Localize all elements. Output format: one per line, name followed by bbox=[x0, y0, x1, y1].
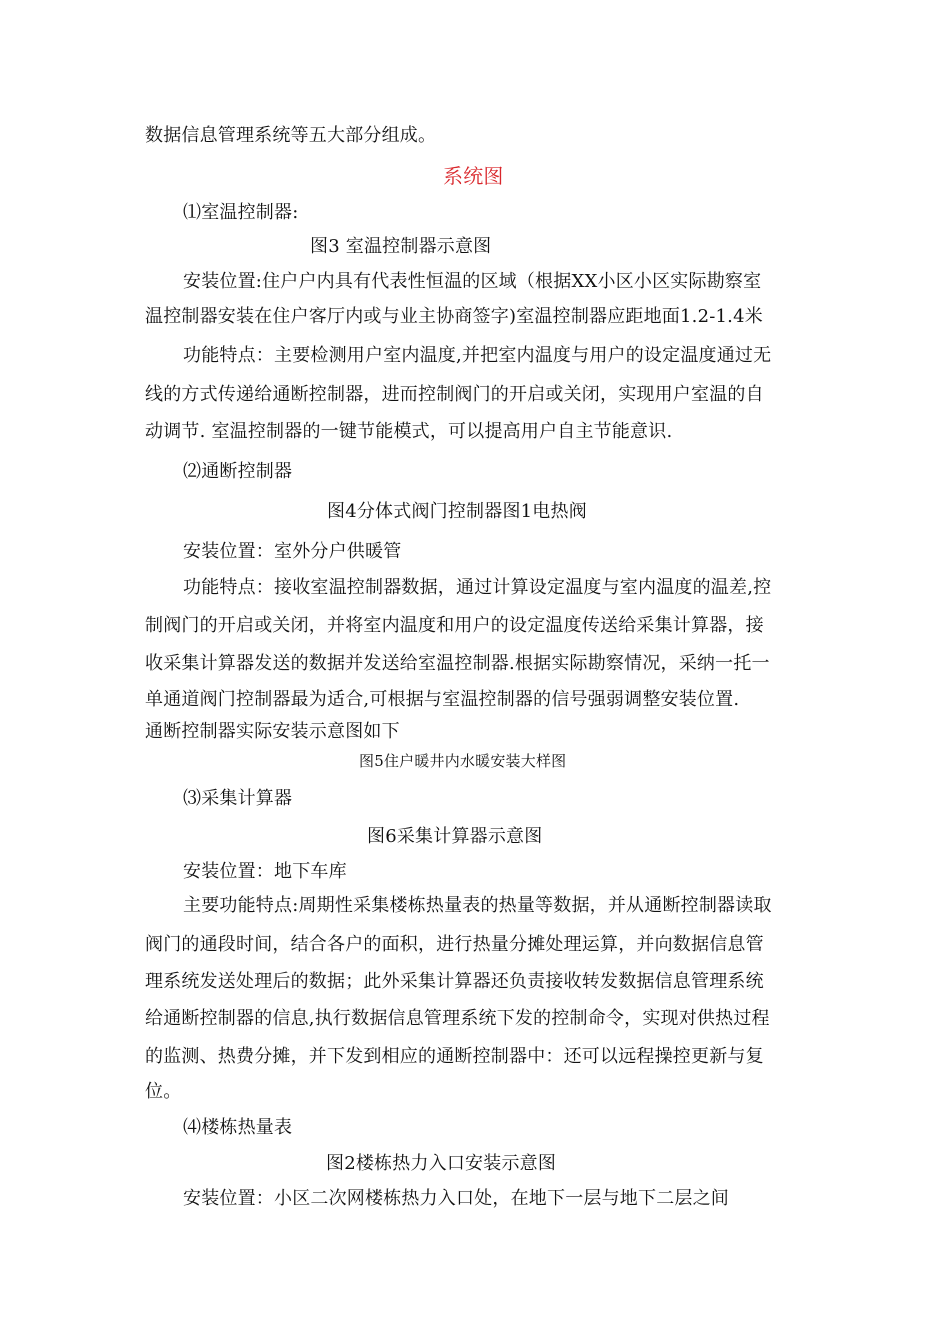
paragraph-line: 安装位置：室外分户供暖管 bbox=[183, 541, 402, 562]
paragraph-line: 阀门的通段时间，结合各户的面积，进行热量分摊处理运算，并向数据信息管 bbox=[145, 934, 764, 955]
intro-continuation: 数据信息管理系统等五大部分组成。 bbox=[145, 125, 437, 146]
subsection-heading-3: ⑶采集计算器 bbox=[183, 788, 293, 809]
paragraph-line: 的监测、热费分摊，并下发到相应的通断控制器中：还可以远程操控更新与复 bbox=[145, 1046, 764, 1067]
paragraph-line: 收采集计算器发送的数据并发送给室温控制器.根据实际勘察情况，采纳一托一 bbox=[145, 653, 770, 674]
paragraph-line: 安装位置:住户户内具有代表性恒温的区域（根据XX小区小区实际勘察室 bbox=[183, 271, 762, 292]
paragraph-line: 制阀门的开启或关闭，并将室内温度和用户的设定温度传送给采集计算器，接 bbox=[145, 615, 764, 636]
paragraph-line: 安装位置：地下车库 bbox=[183, 861, 347, 882]
paragraph-line: 功能特点：主要检测用户室内温度,并把室内温度与用户的设定温度通过无 bbox=[183, 345, 772, 366]
section-title: 系统图 bbox=[443, 164, 504, 188]
figure-caption-3: 图3 室温控制器示意图 bbox=[310, 236, 492, 257]
figure-caption-5: 图5住户暖井内水暖安装大样图 bbox=[359, 752, 567, 770]
paragraph-line: 动调节. 室温控制器的一键节能模式，可以提高用户自主节能意识. bbox=[145, 421, 673, 442]
paragraph-line: 线的方式传递给通断控制器，进而控制阀门的开启或关闭，实现用户室温的自 bbox=[145, 384, 764, 405]
figure-caption-2: 图2楼栋热力入口安装示意图 bbox=[326, 1153, 557, 1174]
figure-caption-4: 图4分体式阀门控制器图1电热阀 bbox=[327, 501, 587, 522]
subsection-heading-2: ⑵通断控制器 bbox=[183, 461, 293, 482]
subsection-heading-1: ⑴室温控制器: bbox=[183, 202, 299, 223]
paragraph-line: 位。 bbox=[145, 1081, 182, 1102]
paragraph-line: 温控制器安装在住户客厅内或与业主协商签字)室温控制器应距地面1.2-1.4米 bbox=[145, 306, 763, 327]
paragraph-line: 单通道阀门控制器最为适合,可根据与室温控制器的信号强弱调整安装位置. bbox=[145, 689, 740, 710]
subsection-heading-4: ⑷楼栋热量表 bbox=[183, 1117, 293, 1138]
paragraph-line: 主要功能特点:周期性采集楼栋热量表的热量等数据，并从通断控制器读取 bbox=[183, 895, 772, 916]
paragraph-line: 功能特点：接收室温控制器数据，通过计算设定温度与室内温度的温差,控 bbox=[183, 577, 772, 598]
paragraph-line: 给通断控制器的信息,执行数据信息管理系统下发的控制命令，实现对供热过程 bbox=[145, 1008, 770, 1029]
paragraph-line: 通断控制器实际安装示意图如下 bbox=[145, 721, 400, 742]
paragraph-line: 理系统发送处理后的数据；此外采集计算器还负责接收转发数据信息管理系统 bbox=[145, 971, 764, 992]
figure-caption-6: 图6采集计算器示意图 bbox=[367, 826, 543, 847]
paragraph-line: 安装位置：小区二次网楼栋热力入口处，在地下一层与地下二层之间 bbox=[183, 1188, 729, 1209]
